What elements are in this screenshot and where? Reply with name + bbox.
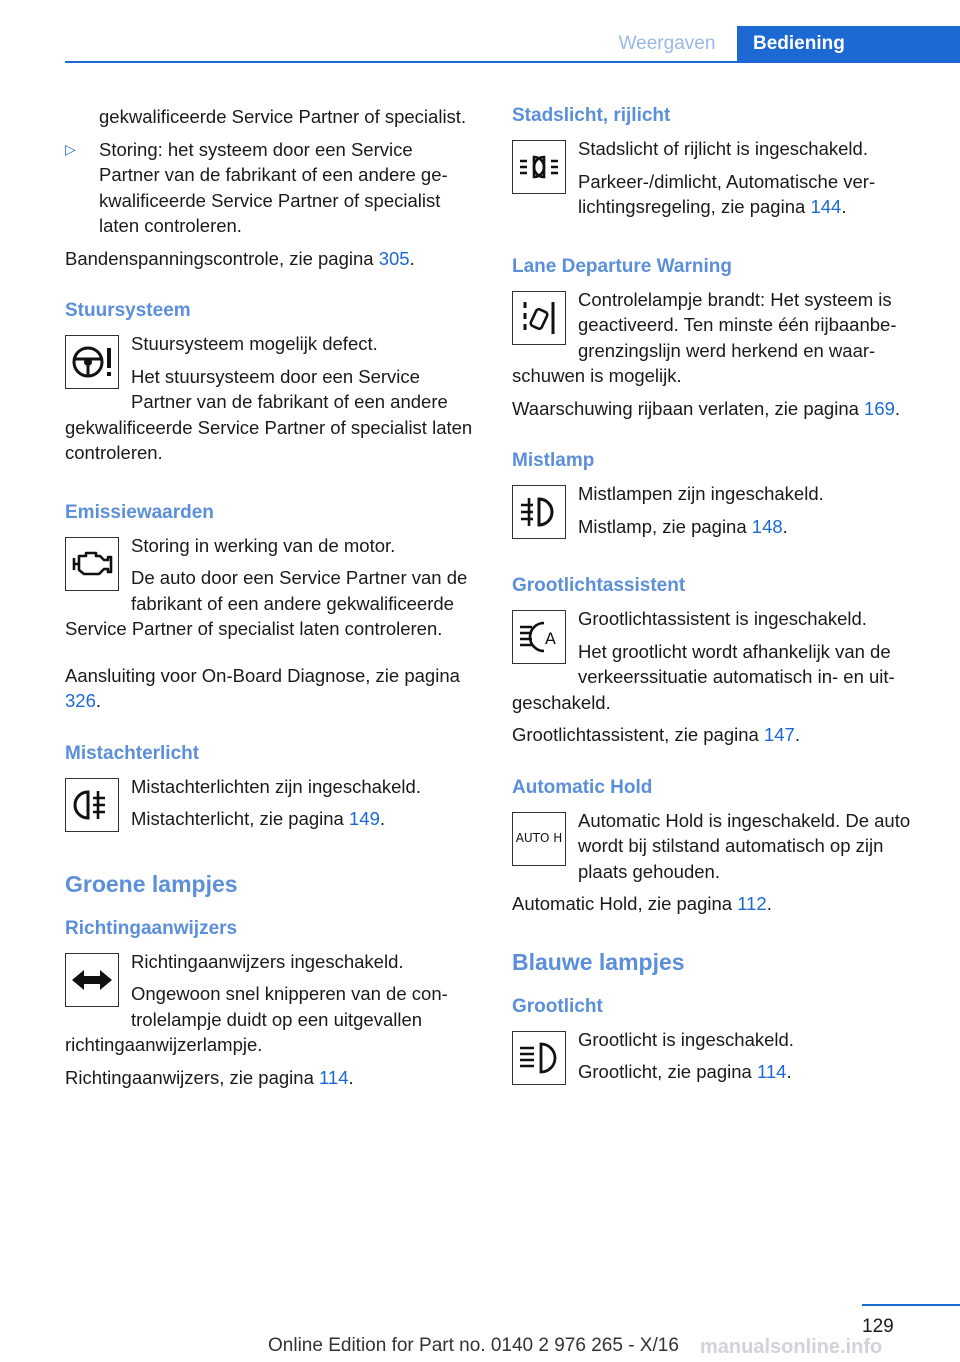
steering-text-1: Stuursysteem mogelijk defect.	[131, 333, 378, 354]
turn-text-1: Richtingaanwijzers ingeschakeld.	[131, 950, 404, 972]
fog-light-block	[512, 481, 932, 546]
footer-rule	[862, 1304, 960, 1306]
heading-lane-departure: Lane Departure Warning	[512, 255, 732, 277]
heading-stuursysteem: Stuursysteem	[65, 300, 191, 321]
rear-fog-block	[65, 774, 475, 839]
high-beam-assist-icon	[512, 610, 566, 664]
tire-reference: Bandenspanningscontrole, zie pagina 305.	[65, 247, 415, 269]
page-link-149[interactable]: 149	[349, 808, 380, 829]
right-column	[512, 104, 932, 1092]
turn-signal-block	[65, 949, 475, 1065]
heading-groene-lampjes: Groene lampjes	[65, 870, 238, 897]
left-column	[65, 104, 475, 1097]
header-tab-weergaven[interactable]: Weergaven	[618, 33, 716, 54]
hold-reference: Automatic Hold, zie pagina 112.	[512, 893, 772, 914]
svg-text:A: A	[545, 629, 556, 648]
heading-grootlichtassistent: Grootlichtassistent	[512, 575, 686, 596]
hold-text-1: Automatic Hold is ingeschakeld. De auto wordt bij stilstand automatisch op zijn plaats gehouden.	[578, 809, 911, 882]
high-beam-icon	[512, 1031, 566, 1085]
heading-emissiewaarden: Emissiewaarden	[65, 501, 214, 523]
page-link-114b[interactable]: 114	[756, 1061, 787, 1082]
page-link-114a[interactable]: 114	[319, 1066, 349, 1088]
turn-text-2: Ongewoon snel knipperen van de controlelampje duidt op een uitgevallen richtingaanwijzerlampje.	[65, 983, 448, 1055]
auto-hold-icon	[512, 812, 566, 866]
parking-text-2: Parkeer-/dimlicht, Automatische verlichtingsregeling, zie pagina 144.	[578, 170, 876, 217]
fog-text-2: Mistlamp, zie pagina 148.	[578, 515, 788, 537]
parking-light-block	[512, 136, 932, 227]
page-link-147[interactable]: 147	[763, 724, 795, 745]
emission-text-2: De auto door een Service Partner van de fabrikant of een andere gekwalificeerde Service Partner of specialist laten controleren.	[65, 567, 468, 639]
fog-light-icon	[512, 485, 566, 539]
heading-mistlamp: Mistlamp	[512, 450, 595, 471]
page-link-305[interactable]: 305	[378, 247, 410, 269]
page-number: 129	[862, 1316, 894, 1337]
steering-warning-icon	[65, 335, 119, 389]
steering-block	[65, 331, 475, 473]
high-beam-assist-block	[512, 606, 932, 722]
emission-block	[65, 533, 475, 649]
lane-reference: Waarschuwing rijbaan verlaten, zie pagina 169.	[512, 397, 901, 419]
header-tab-bediening[interactable]: Bediening	[737, 26, 960, 61]
heading-stadslicht: Stadslicht, rijlicht	[512, 105, 671, 126]
auto-hold-icon-text: AUTO H	[515, 830, 563, 845]
steering-text-2: Het stuursysteem door een Service Partner van de fabrikant of een andere gekwalificeerde Service Partner of specialist laten controleren.	[65, 365, 473, 463]
continued-text: gekwalificeerde Service Partner of specialist.	[99, 106, 467, 127]
rear-fog-text-1: Mistachterlichten zijn ingeschakeld.	[131, 775, 421, 797]
watermark: manualsonline.info	[700, 1336, 883, 1358]
page-link-148[interactable]: 148	[751, 515, 783, 537]
hba-reference: Grootlichtassistent, zie pagina 147.	[512, 724, 800, 745]
edition-line: Online Edition for Part no. 0140 2 976 265 - X/16	[268, 1335, 679, 1356]
emission-text-1: Storing in werking van de motor.	[131, 534, 396, 556]
page-link-112[interactable]: 112	[737, 893, 767, 914]
heading-richtingaanwijzers: Richtingaanwijzers	[65, 917, 238, 939]
page-footer	[0, 1300, 960, 1362]
bullet-item: ▷ Storing: het systeem door een Service Partner van de fabrikant of een andere gekwalificeerde Service Partner of specialist laten controleren.	[65, 138, 448, 236]
bullet-triangle-icon: ▷	[65, 140, 76, 157]
turn-signal-icon	[65, 953, 119, 1007]
page-link-326[interactable]: 326	[65, 690, 96, 711]
heading-mistachterlicht: Mistachterlicht	[65, 742, 200, 764]
lane-departure-block	[512, 287, 932, 396]
header-rule	[65, 61, 960, 63]
rear-fog-text-2: Mistachterlicht, zie pagina 149.	[131, 808, 386, 829]
lane-text-1: Controlelampje brandt: Het systeem is geactiveerd. Ten minste één rijbaanbegrenzingslijn werd herkend en waarschuwen is mogelijk.	[512, 288, 897, 386]
heading-blauwe-lampjes: Blauwe lampjes	[512, 948, 685, 975]
page-header	[0, 0, 960, 62]
high-beam-text-1: Grootlicht is ingeschakeld.	[578, 1028, 794, 1050]
heading-automatic-hold: Automatic Hold	[512, 776, 653, 798]
turn-reference: Richtingaanwijzers, zie pagina 114.	[65, 1066, 354, 1088]
heading-grootlicht: Grootlicht	[512, 995, 603, 1017]
rear-fog-light-icon	[65, 778, 119, 832]
automatic-hold-block	[512, 808, 932, 892]
page-link-169[interactable]: 169	[864, 397, 895, 419]
obd-reference: Aansluiting voor On-Board Diagnose, zie pagina 326.	[65, 664, 460, 711]
parking-text-1: Stadslicht of rijlicht is ingeschakeld.	[578, 138, 868, 159]
hba-text-2: Het grootlicht wordt afhankelijk van de verkeerssituatie automatisch in- en uitgeschakeld.	[512, 640, 895, 713]
parking-light-icon	[512, 140, 566, 194]
engine-icon	[65, 537, 119, 591]
high-beam-text-2: Grootlicht, zie pagina 114.	[578, 1061, 792, 1082]
high-beam-block	[512, 1027, 932, 1092]
fog-text-1: Mistlampen zijn ingeschakeld.	[578, 483, 824, 504]
lane-departure-icon	[512, 291, 566, 345]
hba-text-1: Grootlichtassistent is ingeschakeld.	[578, 608, 867, 629]
page-link-144[interactable]: 144	[810, 196, 842, 217]
